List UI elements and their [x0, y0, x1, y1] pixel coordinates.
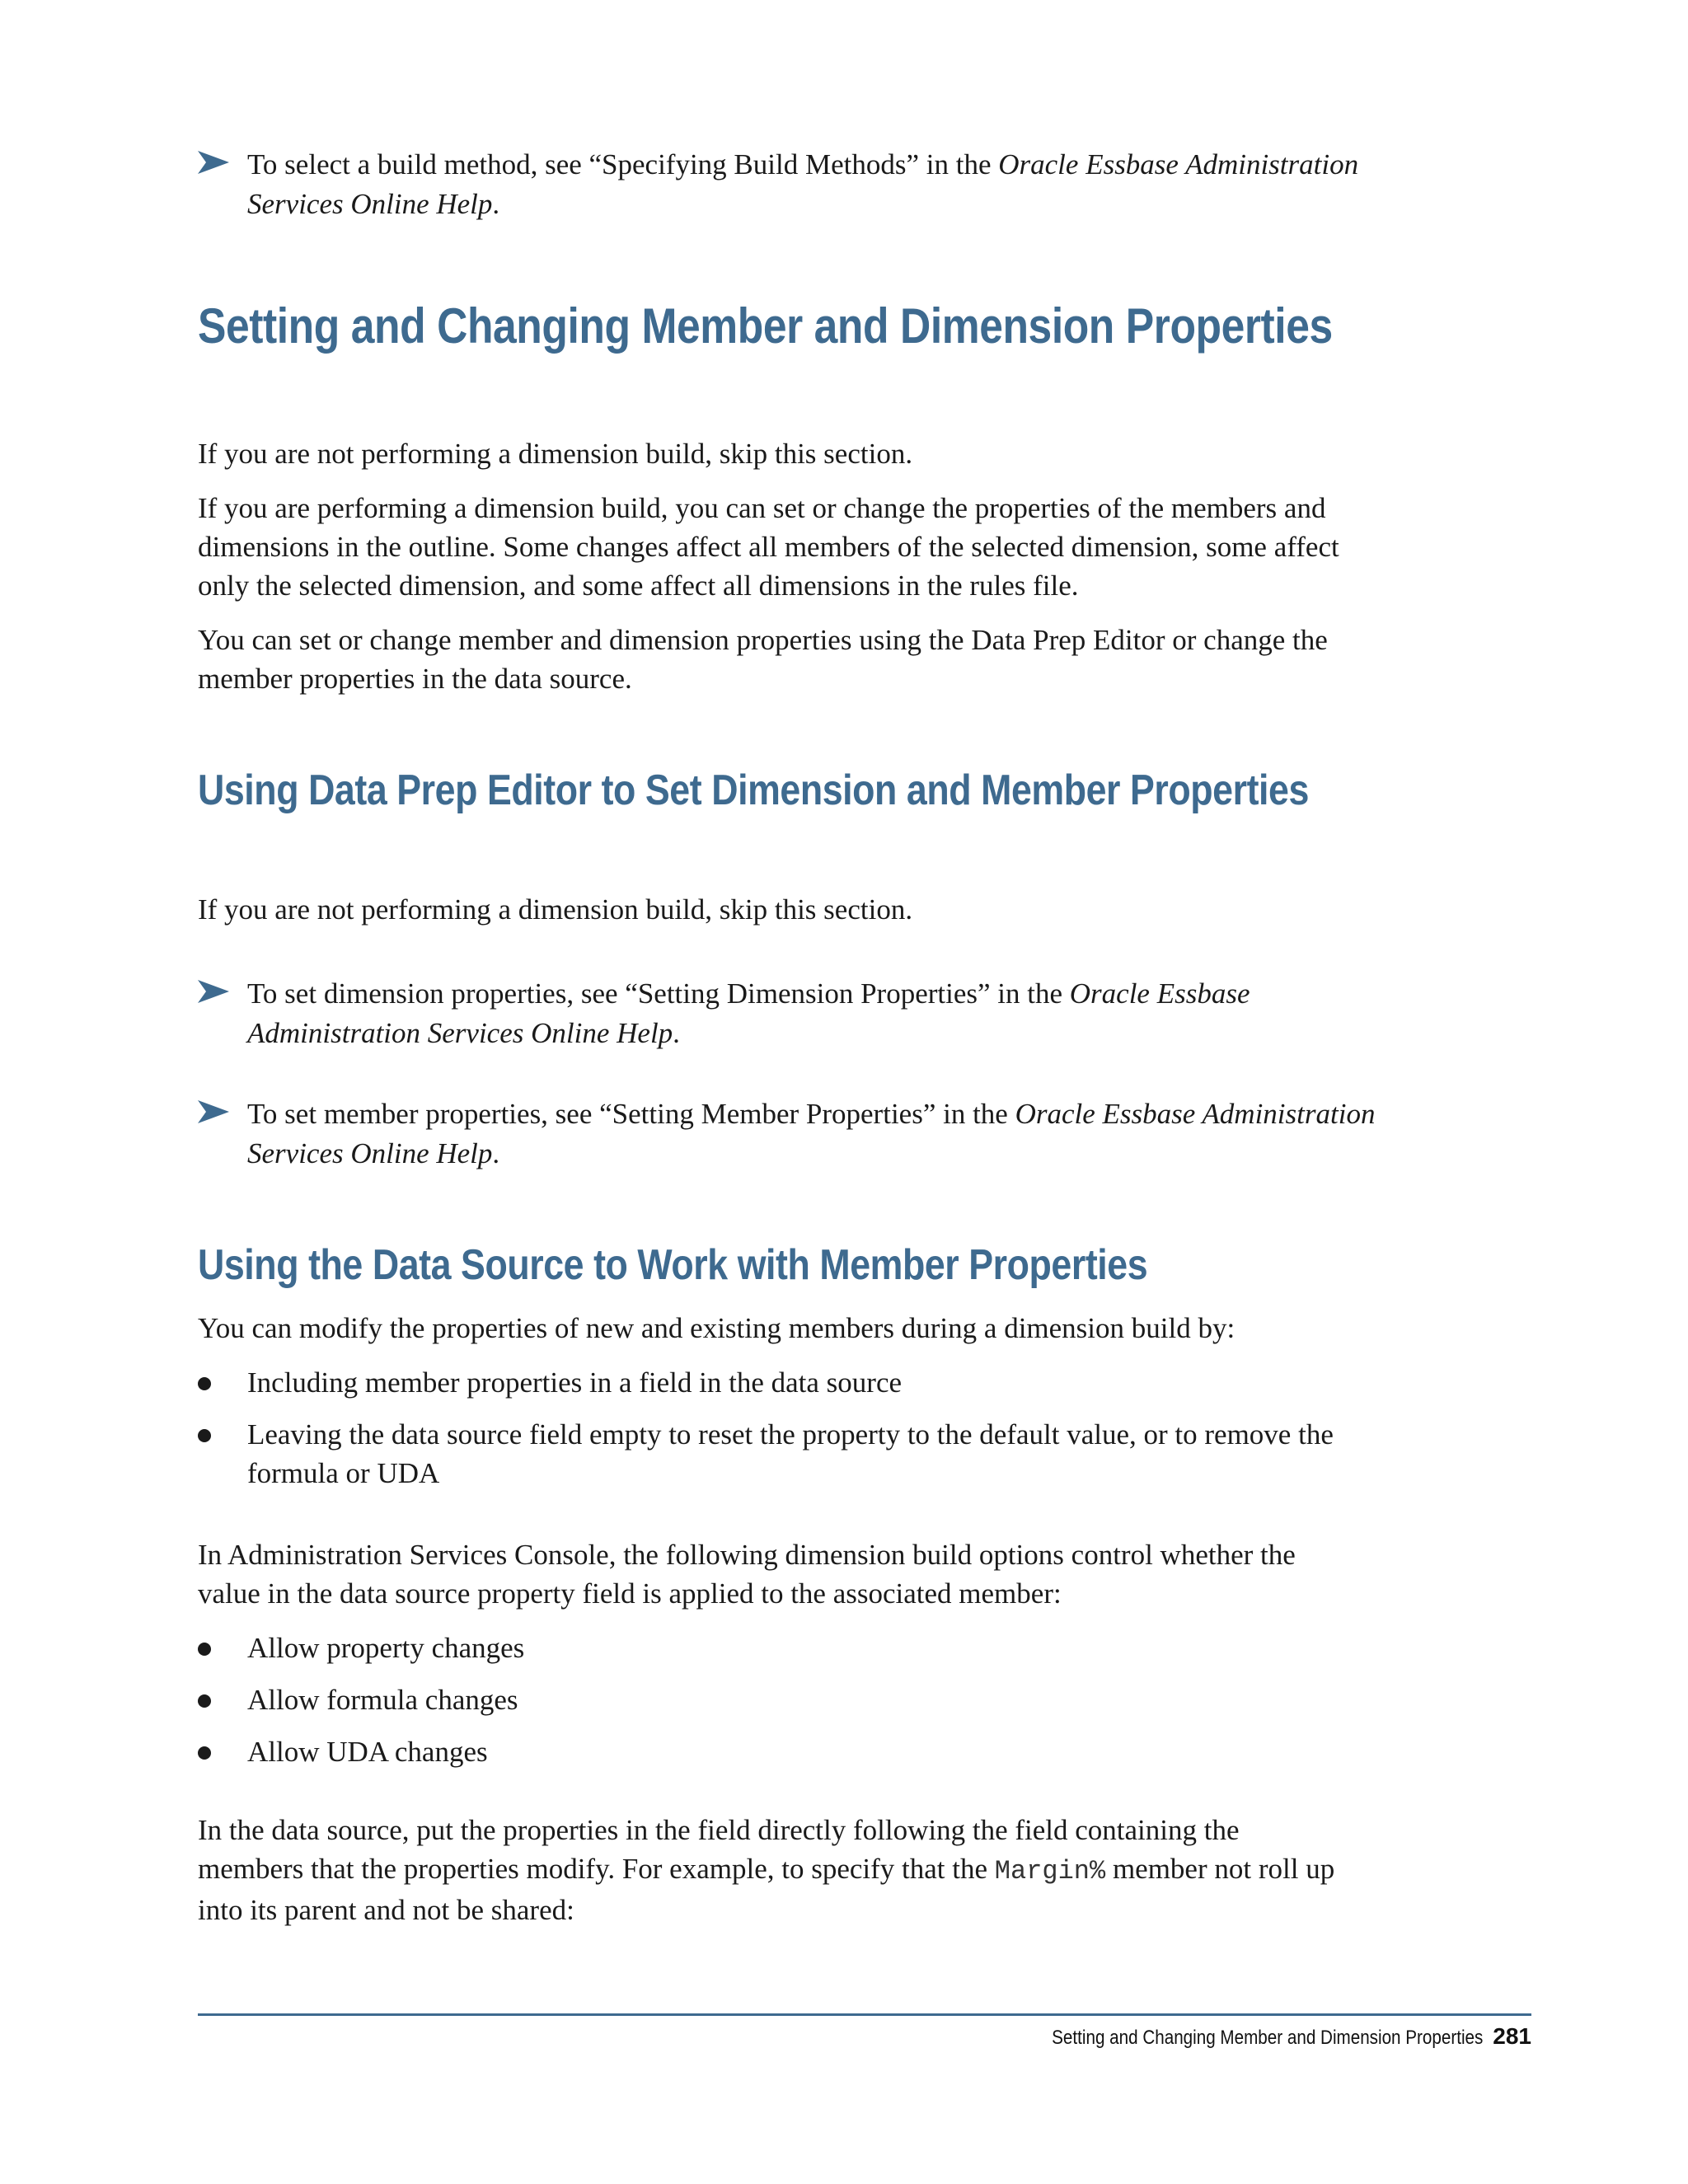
reference-title: Oracle Essbase Administration Services Online Help [247, 977, 1250, 1049]
bullet-list-modify-methods [198, 1363, 1339, 1493]
arrow-icon [198, 977, 229, 1006]
footer-divider [198, 2013, 1531, 2016]
list-item: Allow property changes [198, 1629, 1339, 1667]
bullet-icon [198, 1429, 211, 1442]
page-footer [982, 2023, 1531, 2050]
section-heading-data-prep-editor: Using Data Prep Editor to Set Dimension and Member Properties [198, 766, 1309, 814]
page-number: 281 [1493, 2023, 1531, 2049]
section-heading-setting-changing: Setting and Changing Member and Dimension Properties [198, 298, 1333, 354]
arrow-icon [198, 1097, 229, 1127]
section-heading-data-source: Using the Data Source to Work with Member Properties [198, 1241, 1148, 1289]
step-set-dimension-properties: To set dimension properties, see “Setting Dimension Properties” in the Oracle Essbase Administration Services Online Help. [198, 974, 1389, 1053]
list-item: Allow UDA changes [198, 1732, 1339, 1771]
paragraph: You can modify the properties of new and existing members during a dimension build by: [198, 1312, 1236, 1344]
paragraph: You can set or change member and dimension properties using the Data Prep Editor or change the member properties in the data source. [198, 624, 1328, 695]
list-item: Including member properties in a field in the data source [198, 1363, 1339, 1402]
paragraph: In Administration Services Console, the following dimension build options control whether the value in the data source property field is applied to the associated member: [198, 1539, 1296, 1610]
footer-section-title: Setting and Changing Member and Dimension Properties [1052, 2027, 1484, 2049]
inline-code-member: Margin% [994, 1856, 1106, 1886]
bullet-list-build-options [198, 1629, 1339, 1771]
arrow-icon [198, 148, 229, 177]
bullet-icon [198, 1377, 211, 1390]
paragraph: If you are not performing a dimension build, skip this section. [198, 893, 913, 926]
paragraph: If you are not performing a dimension build, skip this section. [198, 438, 913, 470]
reference-title: Oracle Essbase Administration Services Online Help [247, 148, 1359, 220]
bullet-icon [198, 1746, 211, 1760]
bullet-icon [198, 1694, 211, 1708]
paragraph: If you are performing a dimension build, you can set or change the properties of the members and dimensions in the outline. Some changes affect all members of the selected dimension, some affect only the selected dimension, and some affect all dimensions in the rules file. [198, 492, 1339, 602]
step-select-build-method: To select a build method, see “Specifying Build Methods” in the Oracle Essbase Administration Services Online Help. [198, 145, 1389, 224]
paragraph: In the data source, put the properties in the field directly following the field containing the members that the properties modify. For example, to specify that the Margin% member not roll up into its parent and not be shared: [198, 1814, 1335, 1926]
step-set-member-properties: To set member properties, see “Setting Member Properties” in the Oracle Essbase Administration Services Online Help. [198, 1094, 1389, 1174]
list-item: Allow formula changes [198, 1680, 1339, 1719]
bullet-icon [198, 1643, 211, 1656]
reference-title: Oracle Essbase Administration Services Online Help [247, 1098, 1376, 1169]
list-item: Leaving the data source field empty to reset the property to the default value, or to remove the formula or UDA [198, 1415, 1339, 1493]
